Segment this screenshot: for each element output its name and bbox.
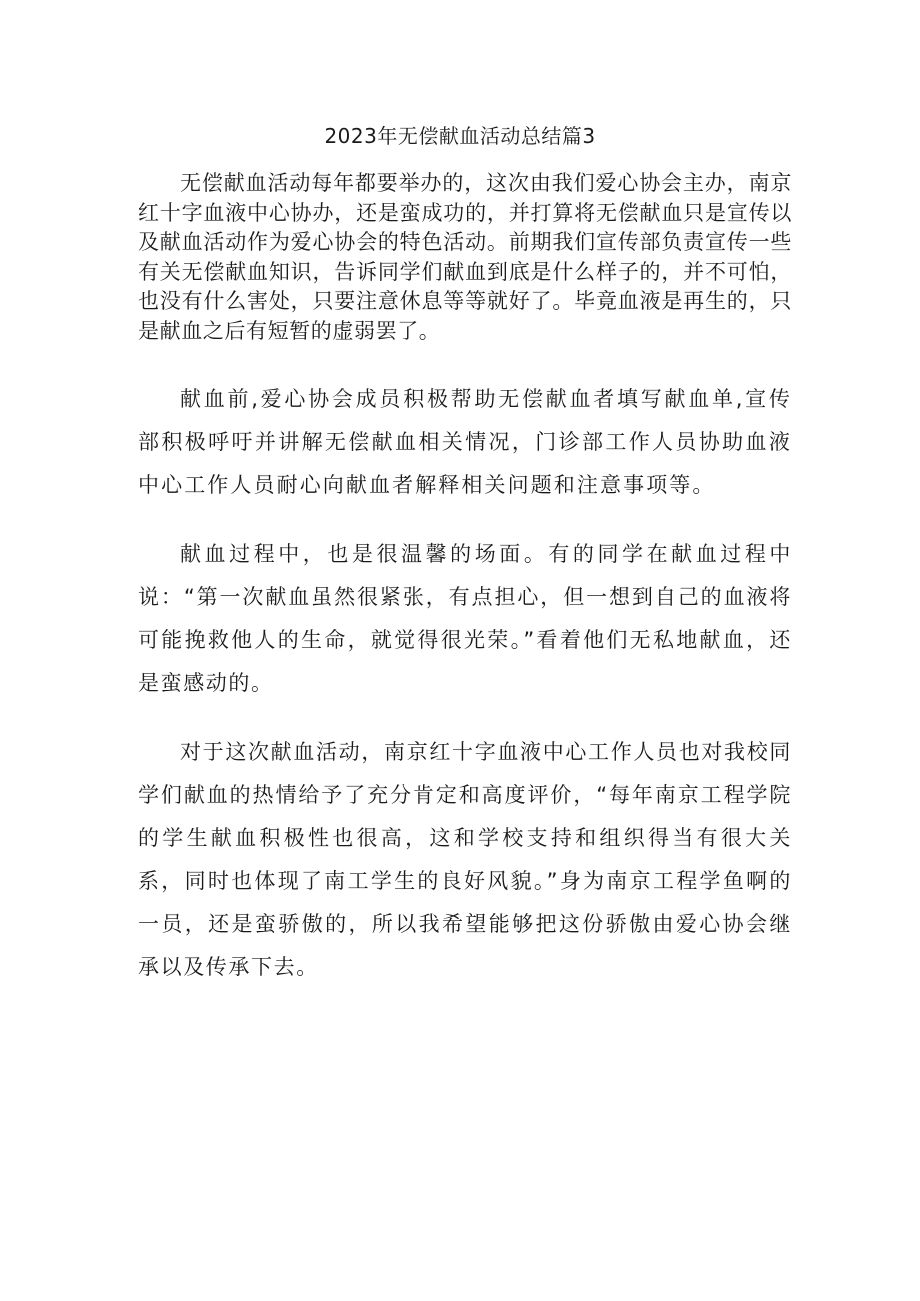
paragraph-before-donation: 献血前,爱心协会成员积极帮助无偿献血者填写献血单,宣传部积极呼吁并讲解无偿献血相关情况，门诊部工作人员协助血液中心工作人员耐心向献血者解释相关问题和注意事项等。 — [138, 387, 792, 497]
document-title: 2023年无偿献血活动总结篇3 — [324, 124, 596, 148]
paragraph-evaluation: 对于这次献血活动，南京红十字血液中心工作人员也对我校同学们献血的热情给予了充分肯定和高度评价，“每年南京工程学院的学生献血积极性也很高，这和学校支持和组织得当有很大关系，同时也体现了南工学生的良好风貌。”身为南京工程学鱼啊的一员，还是蛮骄傲的，所以我希望能够把这份骄傲由爱心协会继承以及传承下去。 — [138, 740, 792, 979]
paragraph-during-donation: 献血过程中，也是很温馨的场面。有的同学在献血过程中说：“第一次献血虽然很紧张，有点担心，但一想到自己的血液将可能挽救他人的生命，就觉得很光荣。”看着他们无私地献血，还是蛮感动的。 — [138, 542, 792, 695]
paragraph-intro: 无偿献血活动每年都要举办的，这次由我们爱心协会主办，南京红十字血液中心协办，还是蛮成功的，并打算将无偿献血只是宣传以及献血活动作为爱心协会的特色活动。前期我们宣传部负责宣传一些有关无偿献血知识，告诉同学们献血到底是什么样子的，并不可怕，也没有什么害处，只要注意休息等等就好了。毕竟血液是再生的，只是献血之后有短暂的虚弱罢了。 — [138, 171, 792, 343]
